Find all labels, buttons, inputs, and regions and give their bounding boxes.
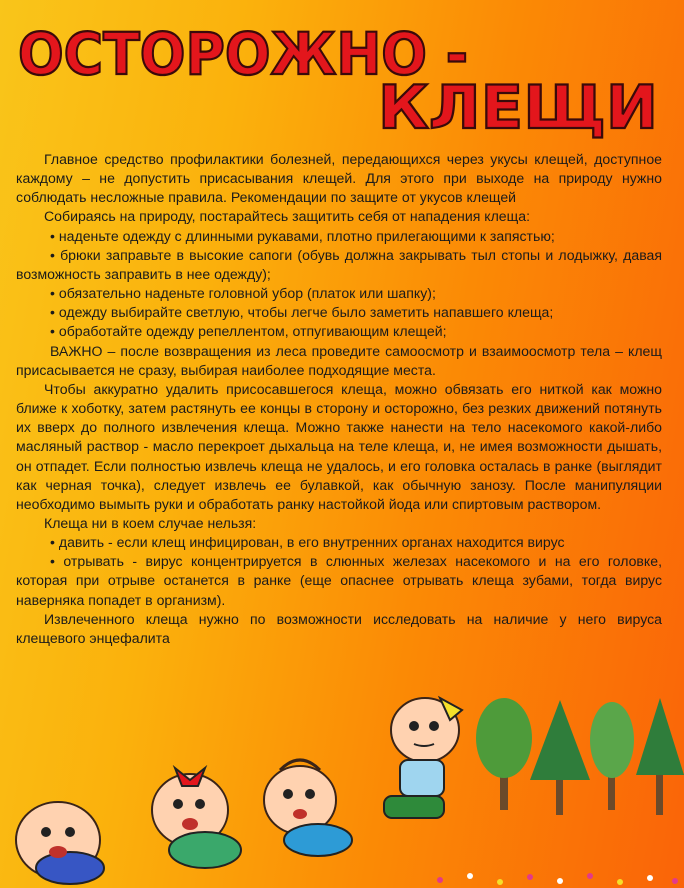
paragraph-research: Извлеченного клеща нужно по возможности исследовать на наличие у него вируса клещевого энцефалита — [16, 610, 662, 646]
title-lettering — [0, 0, 684, 140]
baby-character-2 — [152, 768, 241, 868]
bullet-sleeves: • наденьте одежду с длинными рукавами, плотно прилегающими к запястью; — [50, 227, 555, 244]
tree-icon — [590, 702, 634, 810]
article-text — [16, 150, 662, 648]
paragraph-never: Клеща ни в коем случае нельзя: — [44, 514, 257, 531]
title-line-1: ОСТОРОЖНО - — [18, 20, 468, 88]
baby-character-3 — [264, 760, 352, 856]
bullet-repellent: • обработайте одежду репеллентом, отпугивающим клещей; — [50, 323, 447, 340]
paragraph-intro: Главное средство профилактики болезней, передающихся через укусы клещей, доступное каждому – не допустить присасывания клещей. Для этого при выходе на природу нужно соблюдать несложные правила. Рекомендации по защите от укусов клещей — [16, 151, 662, 206]
tree-icon — [636, 698, 684, 815]
paragraph-removal: Чтобы аккуратно удалить присосавшегося клеща, можно обвязать его ниткой как можно ближе к хоботку, затем растянуть ее концы в сторону и осторожно, без резких движений потянуть их вверх до полного извлечения клеща. Можно также нанести на тело насекомого какой-либо масляный раствор - масло перекроет дыхальца на теле клеща, и, не имея возможности дышать, он отпадет. Если полностью извлечь клеща не удалось, и его головка осталась в ранке (выглядит как черная точка), следует извлечь ее булавкой, как обычную занозу. После манипуляции необходимо вымыть руки и обработать ранку настойкой йода или спиртовым раствором. — [16, 380, 662, 512]
tree-icon — [530, 700, 590, 815]
tree-icon — [476, 698, 532, 810]
bullet-light-clothes: • одежду выбирайте светлую, чтобы легче было заметить напавшего клеща; — [50, 304, 554, 321]
flowers-icon — [437, 873, 678, 885]
bullet-tear: • отрывать - вирус концентрируется в слюнных железах насекомого и на его головке, которая при отрыве останется в ранке (еще опаснее отрывать клеща зубами, тогда вирус наверняка попадет в организм). — [16, 553, 662, 608]
bullet-crush: • давить - если клещ инфицирован, в его внутренних органах находится вирус — [50, 534, 565, 551]
bullet-boots: • брюки заправьте в высокие сапоги (обувь должна закрывать тыл стопы и лодыжку, давая возможность заправить в нее одежду); — [16, 246, 662, 282]
title-line-2: КЛЕЩИ — [378, 73, 658, 140]
baby-character-4 — [384, 698, 462, 818]
bullet-headwear: • обязательно наденьте головной убор (платок или шапку); — [50, 285, 436, 302]
paragraph-important: ВАЖНО – после возвращения из леса проведите самоосмотр и взаимоосмотр тела – клещ присасывается не сразу, выбирая наиболее подходящие места. — [16, 342, 662, 378]
baby-character-1 — [16, 802, 104, 884]
kids-and-trees-illustration — [0, 690, 684, 888]
paragraph-preparation: Собираясь на природу, постарайтесь защитить себя от нападения клеща: — [44, 208, 530, 225]
bottom-illustration — [0, 690, 684, 888]
title-banner — [0, 0, 684, 140]
